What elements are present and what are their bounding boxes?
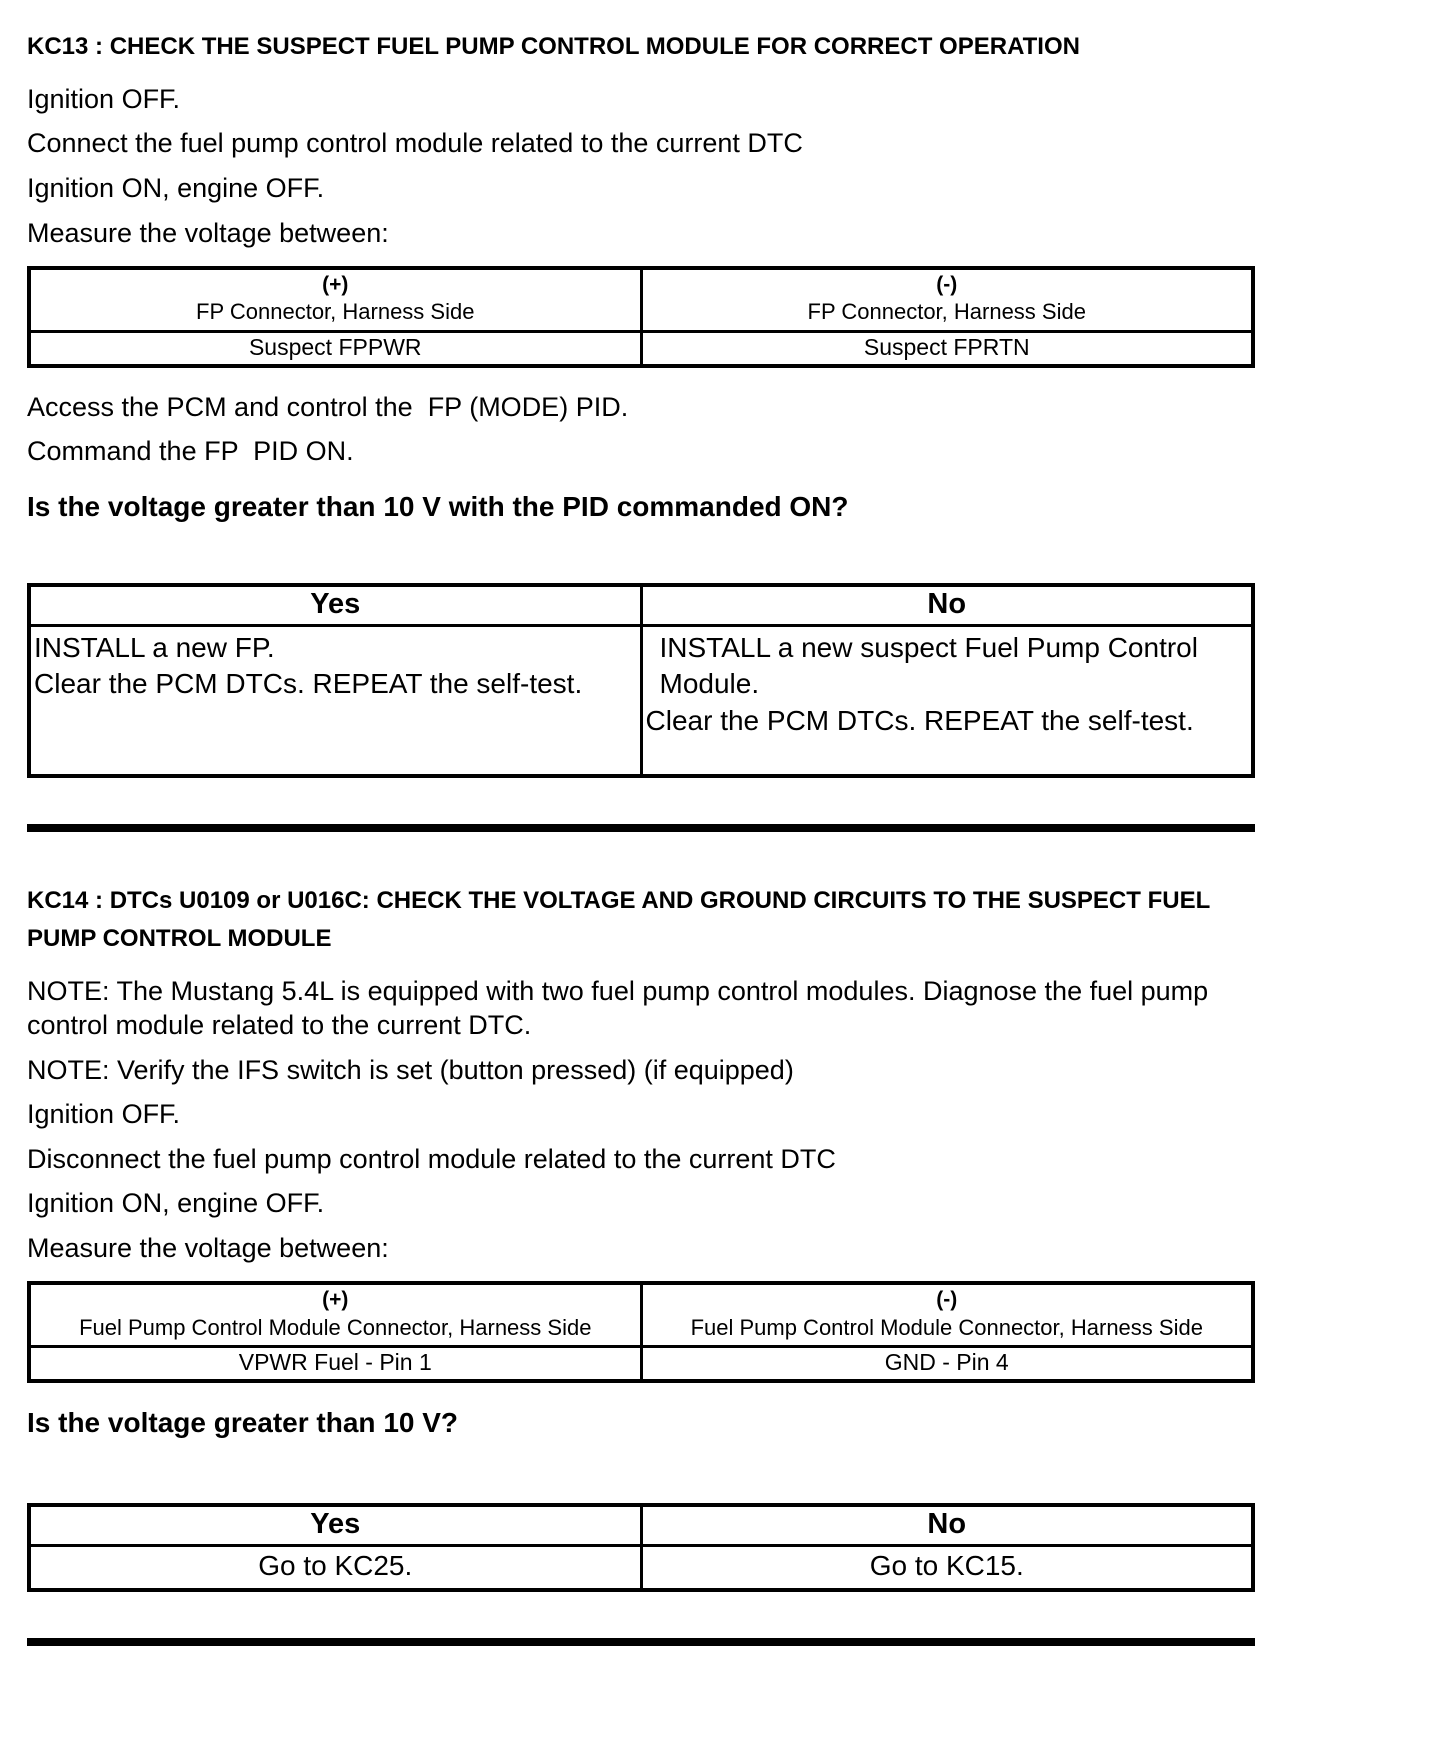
kc14-no-action: Go to KC15.: [869, 1549, 1024, 1581]
kc13-measure-label: Measure the voltage between:: [27, 217, 389, 248]
kc13-positive-lead-cell: [29, 268, 641, 331]
kc14-positive-test-point: VPWR Fuel - Pin 1: [29, 1347, 641, 1382]
kc14-measure-header-row: [29, 1283, 1253, 1346]
kc14-step-disconnect-module: Disconnect the fuel pump control module related to the current DTC: [27, 1143, 836, 1174]
kc13-yes-action-line-1: INSTALL a new FP.: [34, 631, 275, 663]
kc14-no-action-cell: [641, 1545, 1253, 1590]
kc13-no-action-line-2: Clear the PCM DTCs. REPEAT the self-test.: [645, 704, 1194, 736]
kc13-yes-header: Yes: [29, 585, 641, 626]
kc13-result-body-row: [29, 625, 1253, 776]
kc14-note-ifs-switch: NOTE: Verify the IFS switch is set (button pressed) (if equipped): [27, 1054, 794, 1085]
section-divider: [27, 824, 1255, 832]
kc14-yes-action-cell: [29, 1545, 641, 1590]
kc13-measure-table: [27, 266, 1255, 368]
kc14-question: Is the voltage greater than 10 V?: [27, 1407, 459, 1439]
kc13-measure-header-row: [29, 268, 1253, 331]
kc14-measure-label: Measure the voltage between:: [27, 1232, 389, 1263]
kc14-measure-value-row: [29, 1347, 1253, 1382]
kc13-yes-action-cell: [29, 625, 641, 776]
kc14-yes-header: Yes: [29, 1505, 641, 1546]
kc14-measure-table: [27, 1281, 1255, 1383]
document-content: [27, 28, 1255, 1646]
kc14-yes-action: Go to KC25.: [258, 1549, 413, 1581]
positive-terminal-desc: FP Connector, Harness Side: [196, 299, 475, 325]
kc14-step-ignition-off: Ignition OFF.: [27, 1099, 181, 1130]
section-kc14: [27, 882, 1255, 1593]
kc13-yes-action-line-2: Clear the PCM DTCs. REPEAT the self-test.: [34, 668, 583, 700]
kc13-no-action-cell: [641, 625, 1253, 776]
kc13-step-ignition-on: Ignition ON, engine OFF.: [27, 173, 325, 203]
kc14-positive-lead-cell: [29, 1283, 641, 1346]
kc14-negative-lead-cell: [641, 1283, 1253, 1346]
kc13-step-ignition-off: Ignition OFF.: [27, 83, 181, 114]
negative-terminal-sign: (-): [936, 1288, 958, 1312]
positive-terminal-sign: (+): [322, 1288, 349, 1312]
positive-terminal-desc: Fuel Pump Control Module Connector, Harness Side: [79, 1314, 592, 1340]
kc13-step-access-pcm: Access the PCM and control the FP (MODE) PID.: [27, 391, 629, 422]
kc14-heading: KC14 : DTCs U0109 or U016C: CHECK THE VOLTAGE AND GROUND CIRCUITS TO THE SUSPECT FUEL PUMP CONTROL MODULE: [27, 886, 1210, 952]
kc14-negative-test-point: GND - Pin 4: [641, 1347, 1253, 1382]
positive-terminal-sign: (+): [322, 273, 349, 297]
kc14-step-ignition-on: Ignition ON, engine OFF.: [27, 1188, 325, 1219]
kc14-no-header: No: [641, 1505, 1253, 1546]
negative-terminal-desc: Fuel Pump Control Module Connector, Harness Side: [690, 1314, 1203, 1340]
kc13-negative-lead-cell: [641, 268, 1253, 331]
kc13-negative-test-point: Suspect FPRTN: [641, 331, 1253, 366]
negative-terminal-sign: (-): [936, 273, 958, 297]
kc13-question: Is the voltage greater than 10 V with the PID commanded ON?: [27, 490, 849, 522]
kc13-result-header-row: [29, 585, 1253, 626]
kc13-measure-value-row: [29, 331, 1253, 366]
kc13-heading: KC13 : CHECK THE SUSPECT FUEL PUMP CONTROL MODULE FOR CORRECT OPERATION: [27, 33, 1080, 60]
kc13-step-command-pid: Command the FP PID ON.: [27, 436, 354, 467]
kc13-step-connect-module: Connect the fuel pump control module related to the current DTC: [27, 128, 803, 159]
kc14-result-header-row: [29, 1505, 1253, 1546]
kc13-no-action-line-1: INSTALL a new suspect Fuel Pump Control Module.: [659, 631, 1198, 700]
kc13-result-table: [27, 583, 1255, 778]
negative-terminal-desc: FP Connector, Harness Side: [807, 299, 1086, 325]
kc14-result-body-row: [29, 1545, 1253, 1590]
kc14-note-mustang: NOTE: The Mustang 5.4L is equipped with two fuel pump control modules. Diagnose the fuel pump control module related to the current DTC.: [27, 975, 1216, 1041]
section-divider: [27, 1638, 1255, 1646]
section-kc13: [27, 28, 1255, 778]
kc13-positive-test-point: Suspect FPPWR: [29, 331, 641, 366]
kc14-result-table: [27, 1503, 1255, 1592]
kc13-no-header: No: [641, 585, 1253, 626]
